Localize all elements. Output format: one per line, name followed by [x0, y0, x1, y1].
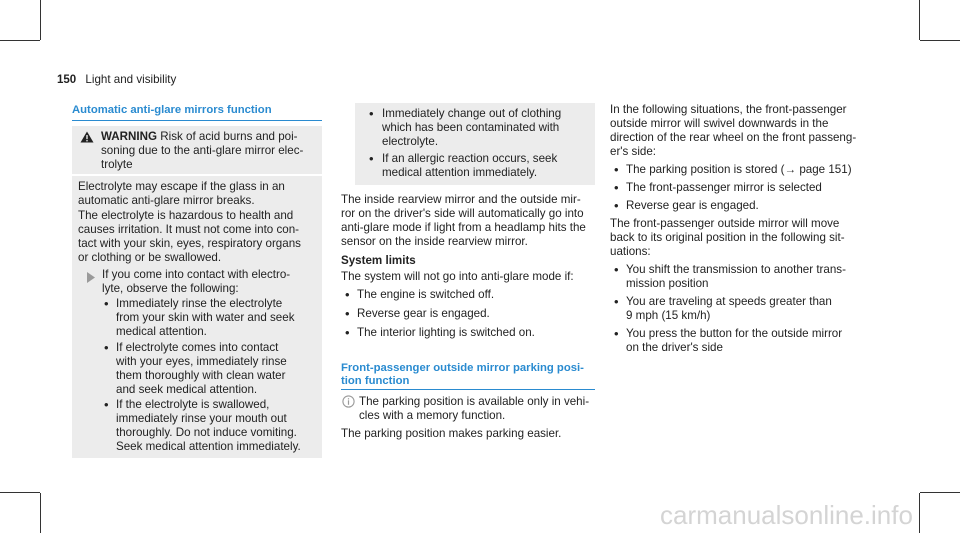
bullet-text: If the electrolyte is swallowed,: [116, 398, 270, 411]
bullet-icon: •: [369, 106, 374, 121]
bullet-text: from your skin with water and seek: [116, 311, 295, 324]
section-heading: Front-passenger outside mirror parking posi-: [341, 362, 584, 374]
bullet-icon: •: [345, 287, 350, 302]
bullet-text: Immediately change out of clothing: [382, 107, 562, 120]
bullet-text: medical attention.: [116, 325, 207, 338]
paragraph-text: The inside rearview mirror and the outside mir-: [341, 193, 581, 206]
warning-text: Risk of acid burns and poi-: [160, 130, 298, 143]
bullet-text: thoroughly. Do not induce vomiting.: [116, 426, 297, 439]
warning-body: The electrolyte is hazardous to health and: [78, 209, 294, 222]
bullet-text: The interior lighting is switched on.: [357, 326, 535, 339]
bullet-text: Reverse gear is engaged.: [626, 199, 759, 212]
bullet-icon: •: [614, 198, 619, 213]
bullet-text: them thoroughly with clean water: [116, 369, 286, 382]
bullet-icon: •: [345, 325, 350, 340]
bullet-text: You shift the transmission to another trans-: [626, 263, 846, 276]
paragraph-text: sensor on the inside rearview mirror.: [341, 235, 528, 248]
paragraph-text: The front-passenger outside mirror will move: [610, 217, 840, 230]
note-text: The parking position is available only in vehi-: [359, 395, 590, 408]
bullet-icon: •: [614, 162, 619, 177]
heading-rule: [341, 389, 595, 390]
warning-body: causes irritation. It must not come into con-: [78, 223, 300, 236]
warning-icon: [80, 130, 94, 148]
paragraph-text: In the following situations, the front-passenger: [610, 103, 847, 116]
warning-body: or clothing or be swallowed.: [78, 251, 222, 264]
section-heading: tion function: [341, 375, 410, 387]
section-heading: Automatic anti-glare mirrors function: [72, 104, 272, 116]
warning-body: tact with your skin, eyes, respiratory organs: [78, 237, 301, 250]
bullet-icon: •: [104, 340, 109, 355]
warning-text: soning due to the anti-glare mirror elec-: [101, 144, 304, 157]
paragraph-text: outside mirror will swivel downwards in the: [610, 117, 829, 130]
bullet-icon: •: [345, 306, 350, 321]
bullet-text: immediately rinse your mouth out: [116, 412, 287, 425]
instruction-text: lyte, observe the following:: [102, 282, 239, 295]
bullet-text: The front-passenger mirror is selected: [626, 181, 822, 194]
warning-body: automatic anti-glare mirror breaks.: [78, 194, 255, 207]
warning-title: WARNING: [101, 130, 158, 143]
bullet-text: You are traveling at speeds greater than: [626, 295, 832, 308]
bullet-text: mission position: [626, 277, 709, 290]
bullet-text: The engine is switched off.: [357, 288, 495, 301]
arrow-icon: [86, 270, 96, 288]
bullet-text: If electrolyte comes into contact: [116, 341, 279, 354]
bullet-icon: •: [104, 397, 109, 412]
paragraph-text: The parking position makes parking easier.: [341, 427, 562, 440]
bullet-text: You press the button for the outside mirror: [626, 327, 843, 340]
section-title: Light and visibility: [85, 73, 177, 86]
bullet-icon: •: [614, 326, 619, 341]
bullet-text: Seek medical attention immediately.: [116, 440, 301, 453]
bullet-text: 9 mph (15 km/h): [626, 309, 711, 322]
paragraph-text: direction of the rear wheel on the front passeng-: [610, 131, 857, 144]
bullet-text: The parking position is stored (→ page 151): [626, 163, 852, 176]
heading-rule: [72, 120, 322, 121]
bullet-text: with your eyes, immediately rinse: [116, 355, 287, 368]
paragraph-text: er's side:: [610, 145, 657, 158]
page-number: 150: [57, 74, 77, 86]
bullet-text: Immediately rinse the electrolyte: [116, 297, 283, 310]
paragraph-text: The system will not go into anti-glare mode if:: [341, 270, 574, 283]
bullet-icon: •: [614, 294, 619, 309]
bullet-text: on the driver's side: [626, 341, 723, 354]
warning-text: trolyte: [101, 158, 133, 171]
subheading: System limits: [341, 254, 416, 267]
note-text: cles with a memory function.: [359, 409, 506, 422]
bullet-icon: •: [104, 296, 109, 311]
warning-body: Electrolyte may escape if the glass in an: [78, 180, 285, 193]
bullet-icon: •: [369, 151, 374, 166]
paragraph-text: anti-glare mode if light from a headlamp hits the: [341, 221, 586, 234]
instruction-text: If you come into contact with electro-: [102, 268, 291, 281]
page-header: [57, 73, 176, 87]
bullet-icon: •: [614, 262, 619, 277]
bullet-text: medical attention immediately.: [382, 166, 538, 179]
bullet-icon: •: [614, 180, 619, 195]
watermark: carmanualsonline.info: [660, 500, 913, 530]
bullet-text: Reverse gear is engaged.: [357, 307, 490, 320]
info-icon: [342, 395, 355, 413]
paragraph-text: uations:: [610, 245, 651, 258]
bullet-text: and seek medical attention.: [116, 383, 258, 396]
bullet-text: electrolyte.: [382, 135, 439, 148]
paragraph-text: ror on the driver's side will automatically go into: [341, 207, 584, 220]
bullet-text: If an allergic reaction occurs, seek: [382, 152, 558, 165]
paragraph-text: back to its original position in the following sit-: [610, 231, 845, 244]
bullet-text: which has been contaminated with: [382, 121, 560, 134]
